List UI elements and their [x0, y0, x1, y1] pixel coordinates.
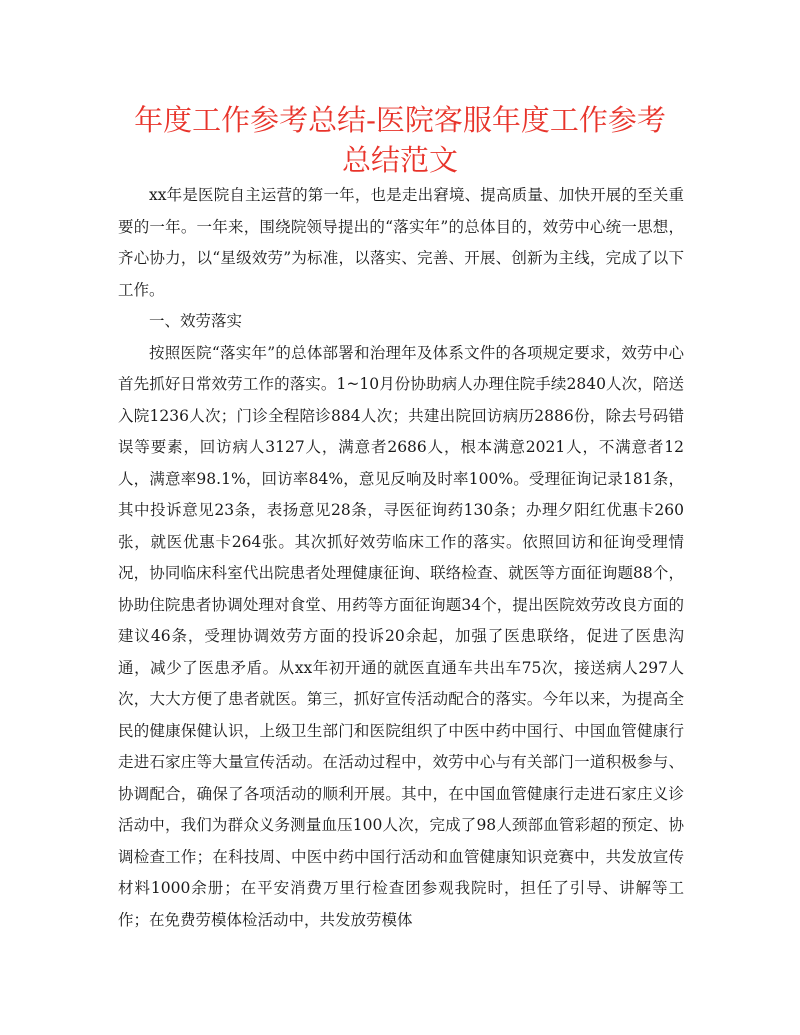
- intro-paragraph: xx年是医院自主运营的第一年，也是走出窘境、提高质量、加快开展的至关重要的一年。一年来，围绕院领导提出的“落实年”的总体目的，效劳中心统一思想，齐心协力，以“星级效劳”为标准，以落实、完善、开展、创新为主线，完成了以下工作。: [118, 186, 684, 299]
- document-body: [118, 180, 684, 936]
- document-title: 年度工作参考总结-医院客服年度工作参考总结范文: [134, 103, 666, 177]
- service-paragraph: 按照医院“落实年”的总体部署和治理年及体系文件的各项规定要求，效劳中心首先抓好日常效劳工作的落实。1~10月份协助病人办理住院手续2840人次，陪送入院1236人次；门诊全程陪诊884人次；共建出院回访病历2886份，除去号码错误等要素，回访病人3127人，满意者2686人，根本满意2021人，不满意者12人，满意率98.1%，回访率84%，意见反响及时率100%。受理征询记录181条，其中投诉意见23条，表扬意见28条，寻医征询药130条；办理夕阳红优惠卡260张，就医优惠卡264张。其次抓好效劳临床工作的落实。依照回访和征询受理情况，协同临床科室代出院患者处理健康征询、联络检查、就医等方面征询题88个，协助住院患者协调处理对食堂、用药等方面征询题34个，提出医院效劳改良方面的建议46条，受理协调效劳方面的投诉20余起，加强了医患联络，促进了医患沟通，减少了医患矛盾。从xx年初开通的就医直通车共出车75次，接送病人297人次，大大方便了患者就医。第三，抓好宣传活动配合的落实。今年以来，为提高全民的健康保健认识，上级卫生部门和医院组织了中医中药中国行、中国血管健康行走进石家庄等大量宣传活动。在活动过程中，效劳中心与有关部门一道积极参与、协调配合，确保了各项活动的顺利开展。其中，在中国血管健康行走进石家庄义诊活动中，我们为群众义务测量血压100人次，完成了98人颈部血管彩超的预定、协调检查工作；在科技周、中医中药中国行活动和血管健康知识竞赛中，共发放宣传材料1000余册；在平安消费万里行检查团参观我院时，担任了引导、讲解等工作；在免费劳模体检活动中，共发放劳模体: [118, 343, 684, 929]
- section-heading: 一、效劳落实: [149, 312, 243, 330]
